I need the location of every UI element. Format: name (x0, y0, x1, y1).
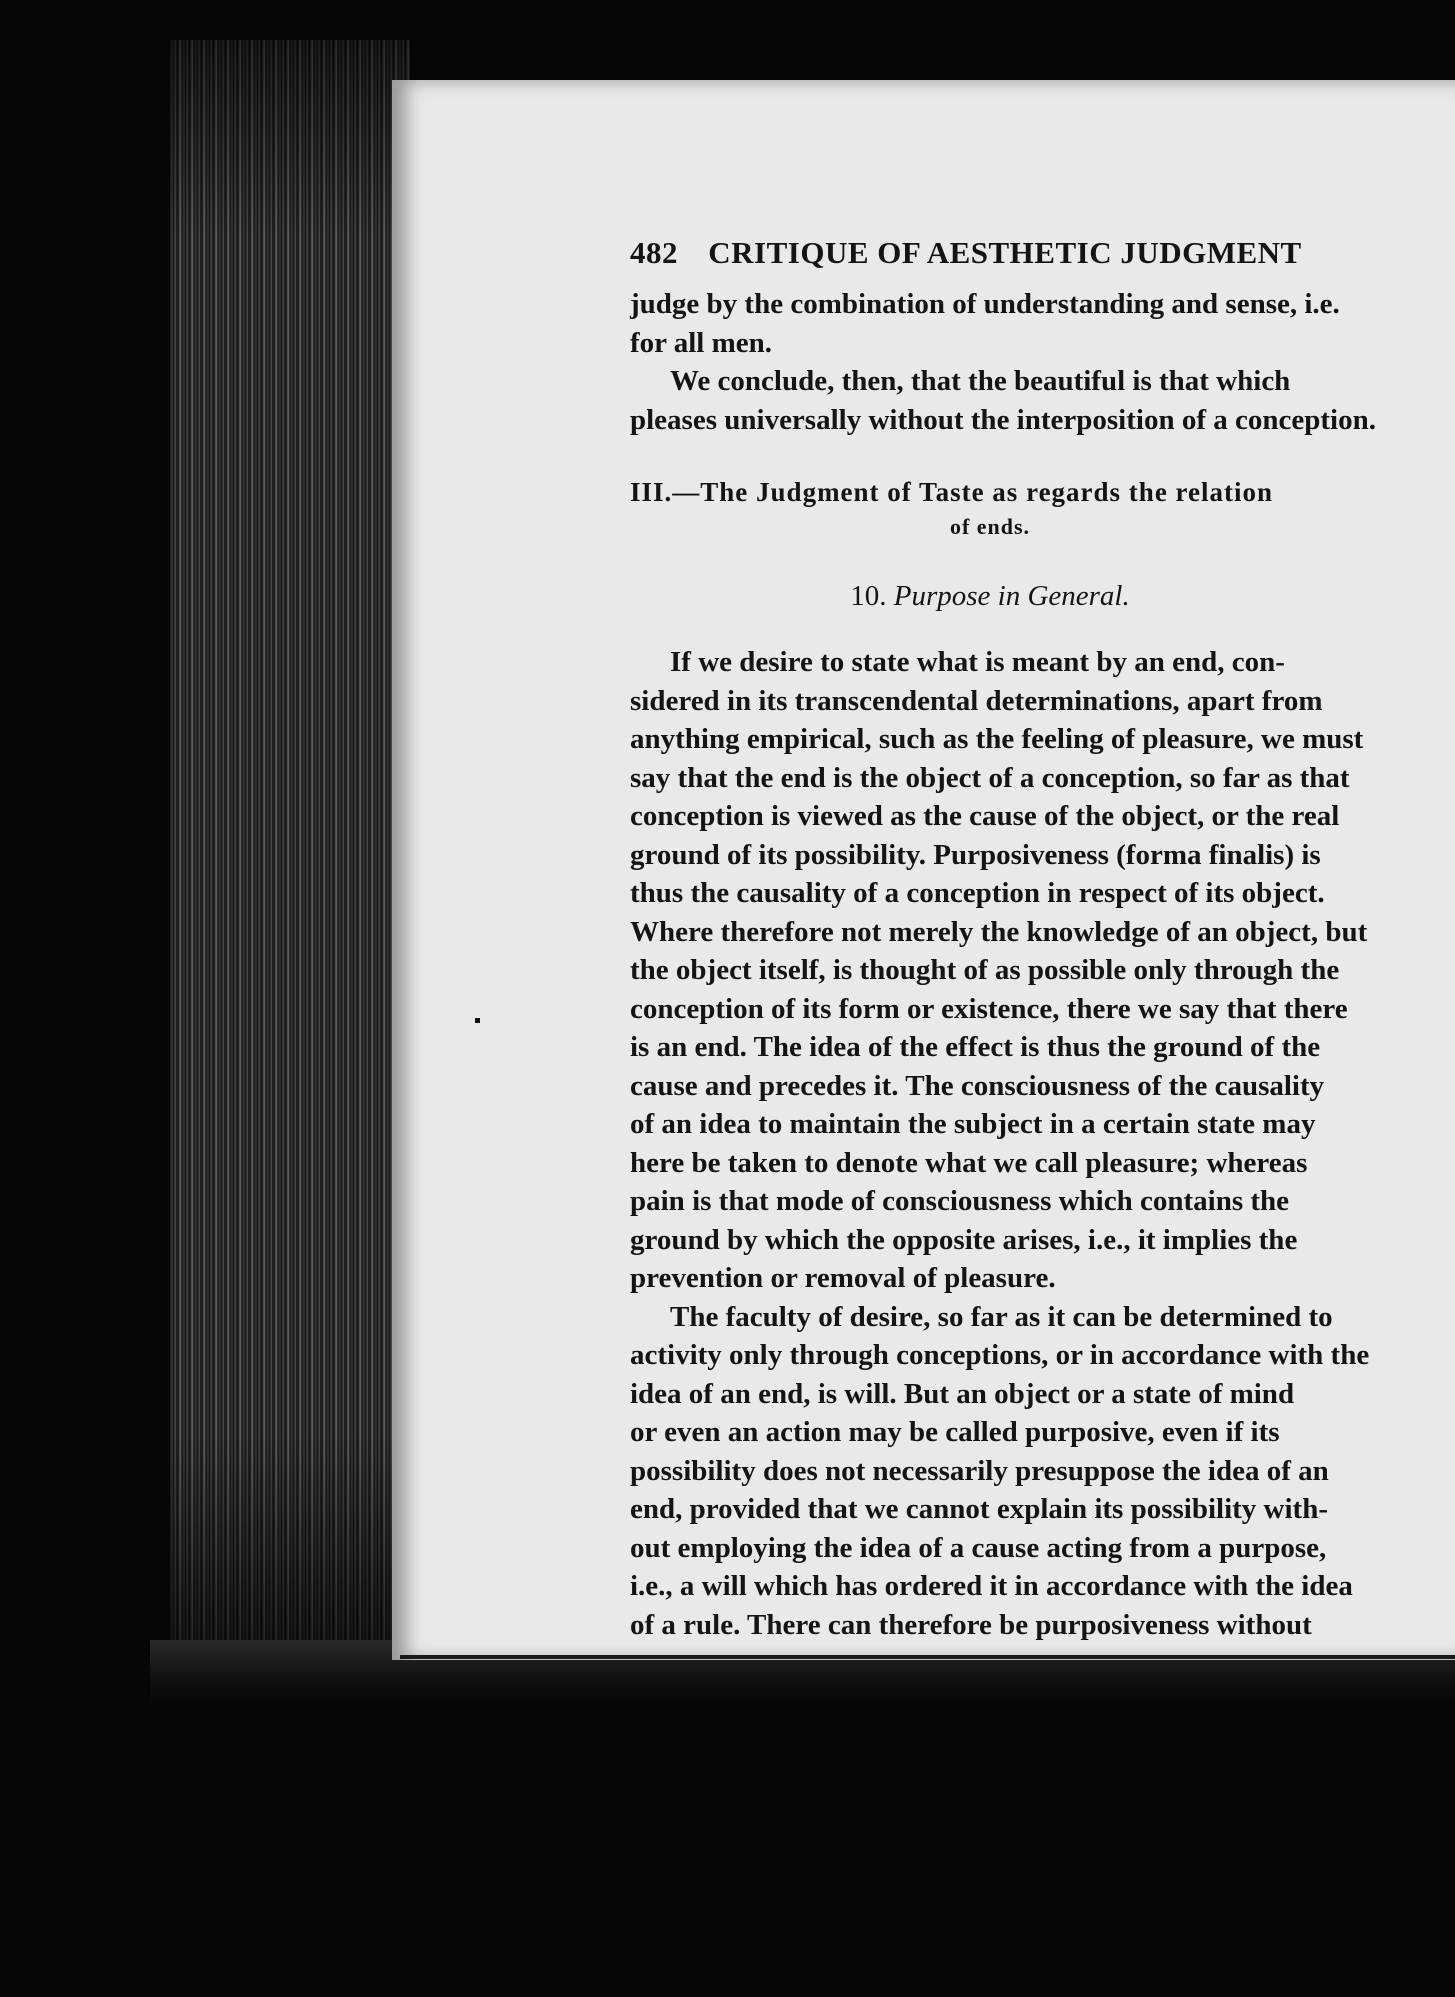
text-line: The faculty of desire, so far as it can be determined to (670, 1300, 1333, 1333)
text-line: i.e., a will which has ordered it in accordance with the idea (630, 1570, 1353, 1602)
text-line: possibility does not necessarily presuppose the idea of an (630, 1454, 1329, 1487)
text-line: of a rule. There can therefore be purposiveness without (630, 1608, 1312, 1641)
text-line: is an end. The idea of the effect is thus the ground of the (630, 1031, 1321, 1063)
running-head (630, 235, 1455, 271)
running-title: CRITIQUE OF AESTHETIC JUDGMENT (708, 235, 1302, 270)
book-page (392, 80, 1455, 1660)
text-line: thus the causality of a conception in respect of its object. (630, 877, 1325, 909)
subsection-heading (630, 580, 1455, 613)
text-line: Where therefore not merely the knowledge of an object, but (630, 915, 1368, 948)
text-line: conception is viewed as the cause of the object, or the real (630, 800, 1340, 832)
section-heading: III.—The Judgment of Taste as regards the relation (630, 477, 1274, 507)
text-line: ground of its possibility. Purposiveness (forma finalis) is (630, 838, 1321, 871)
section-heading-continuation: of ends. (949, 514, 1031, 539)
text-line: pain is that mode of consciousness which contains the (630, 1185, 1290, 1217)
text-line: prevention or removal of pleasure. (630, 1262, 1056, 1294)
text-line: sidered in its transcendental determinations, apart from (630, 684, 1323, 717)
paragraph-purpose-definition (630, 643, 1455, 1298)
subsection-title: Purpose in General. (893, 580, 1130, 612)
page-number: 482 (630, 235, 678, 270)
text-line: end, provided that we cannot explain its possibility with- (630, 1493, 1328, 1525)
scan-speck (475, 1018, 480, 1023)
text-line: activity only through conceptions, or in accordance with the (630, 1339, 1370, 1371)
paragraph-faculty-of-desire (630, 1298, 1455, 1645)
text-line: or even an action may be called purposive, even if its (630, 1416, 1280, 1448)
text-line: for all men. (630, 326, 773, 359)
text-line: say that the end is the object of a conception, so far as that (630, 761, 1350, 794)
text-line: of an idea to maintain the subject in a certain state may (630, 1108, 1316, 1140)
text-line: cause and precedes it. The consciousness of the causality (630, 1069, 1325, 1102)
text-line: judge by the combination of understanding and sense, i.e. (630, 288, 1340, 320)
text-line: pleases universally without the interposition of a conception. (630, 403, 1376, 436)
text-line: If we desire to state what is meant by an end, con- (670, 646, 1285, 678)
text-line: conception of its form or existence, there we say that there (630, 992, 1348, 1025)
conclusion-paragraph (630, 362, 1455, 439)
text-line: idea of an end, is will. But an object or a state of mind (630, 1377, 1295, 1410)
text-line: ground by which the opposite arises, i.e., it implies the (630, 1223, 1298, 1256)
text-line: the object itself, is thought of as possible only through the (630, 954, 1340, 986)
text-line: here be taken to denote what we call pleasure; whereas (630, 1146, 1308, 1179)
text-line: out employing the idea of a cause acting from a purpose, (630, 1531, 1327, 1564)
text-line: anything empirical, such as the feeling of pleasure, we must (630, 723, 1364, 755)
opening-paragraph (630, 285, 1455, 362)
page-bottom-border (400, 1655, 1455, 1659)
page-text-block (630, 235, 1455, 1644)
edge-shadow (170, 40, 410, 1680)
text-line: We conclude, then, that the beautiful is that which (670, 365, 1291, 397)
subsection-number: 10. (850, 580, 887, 612)
